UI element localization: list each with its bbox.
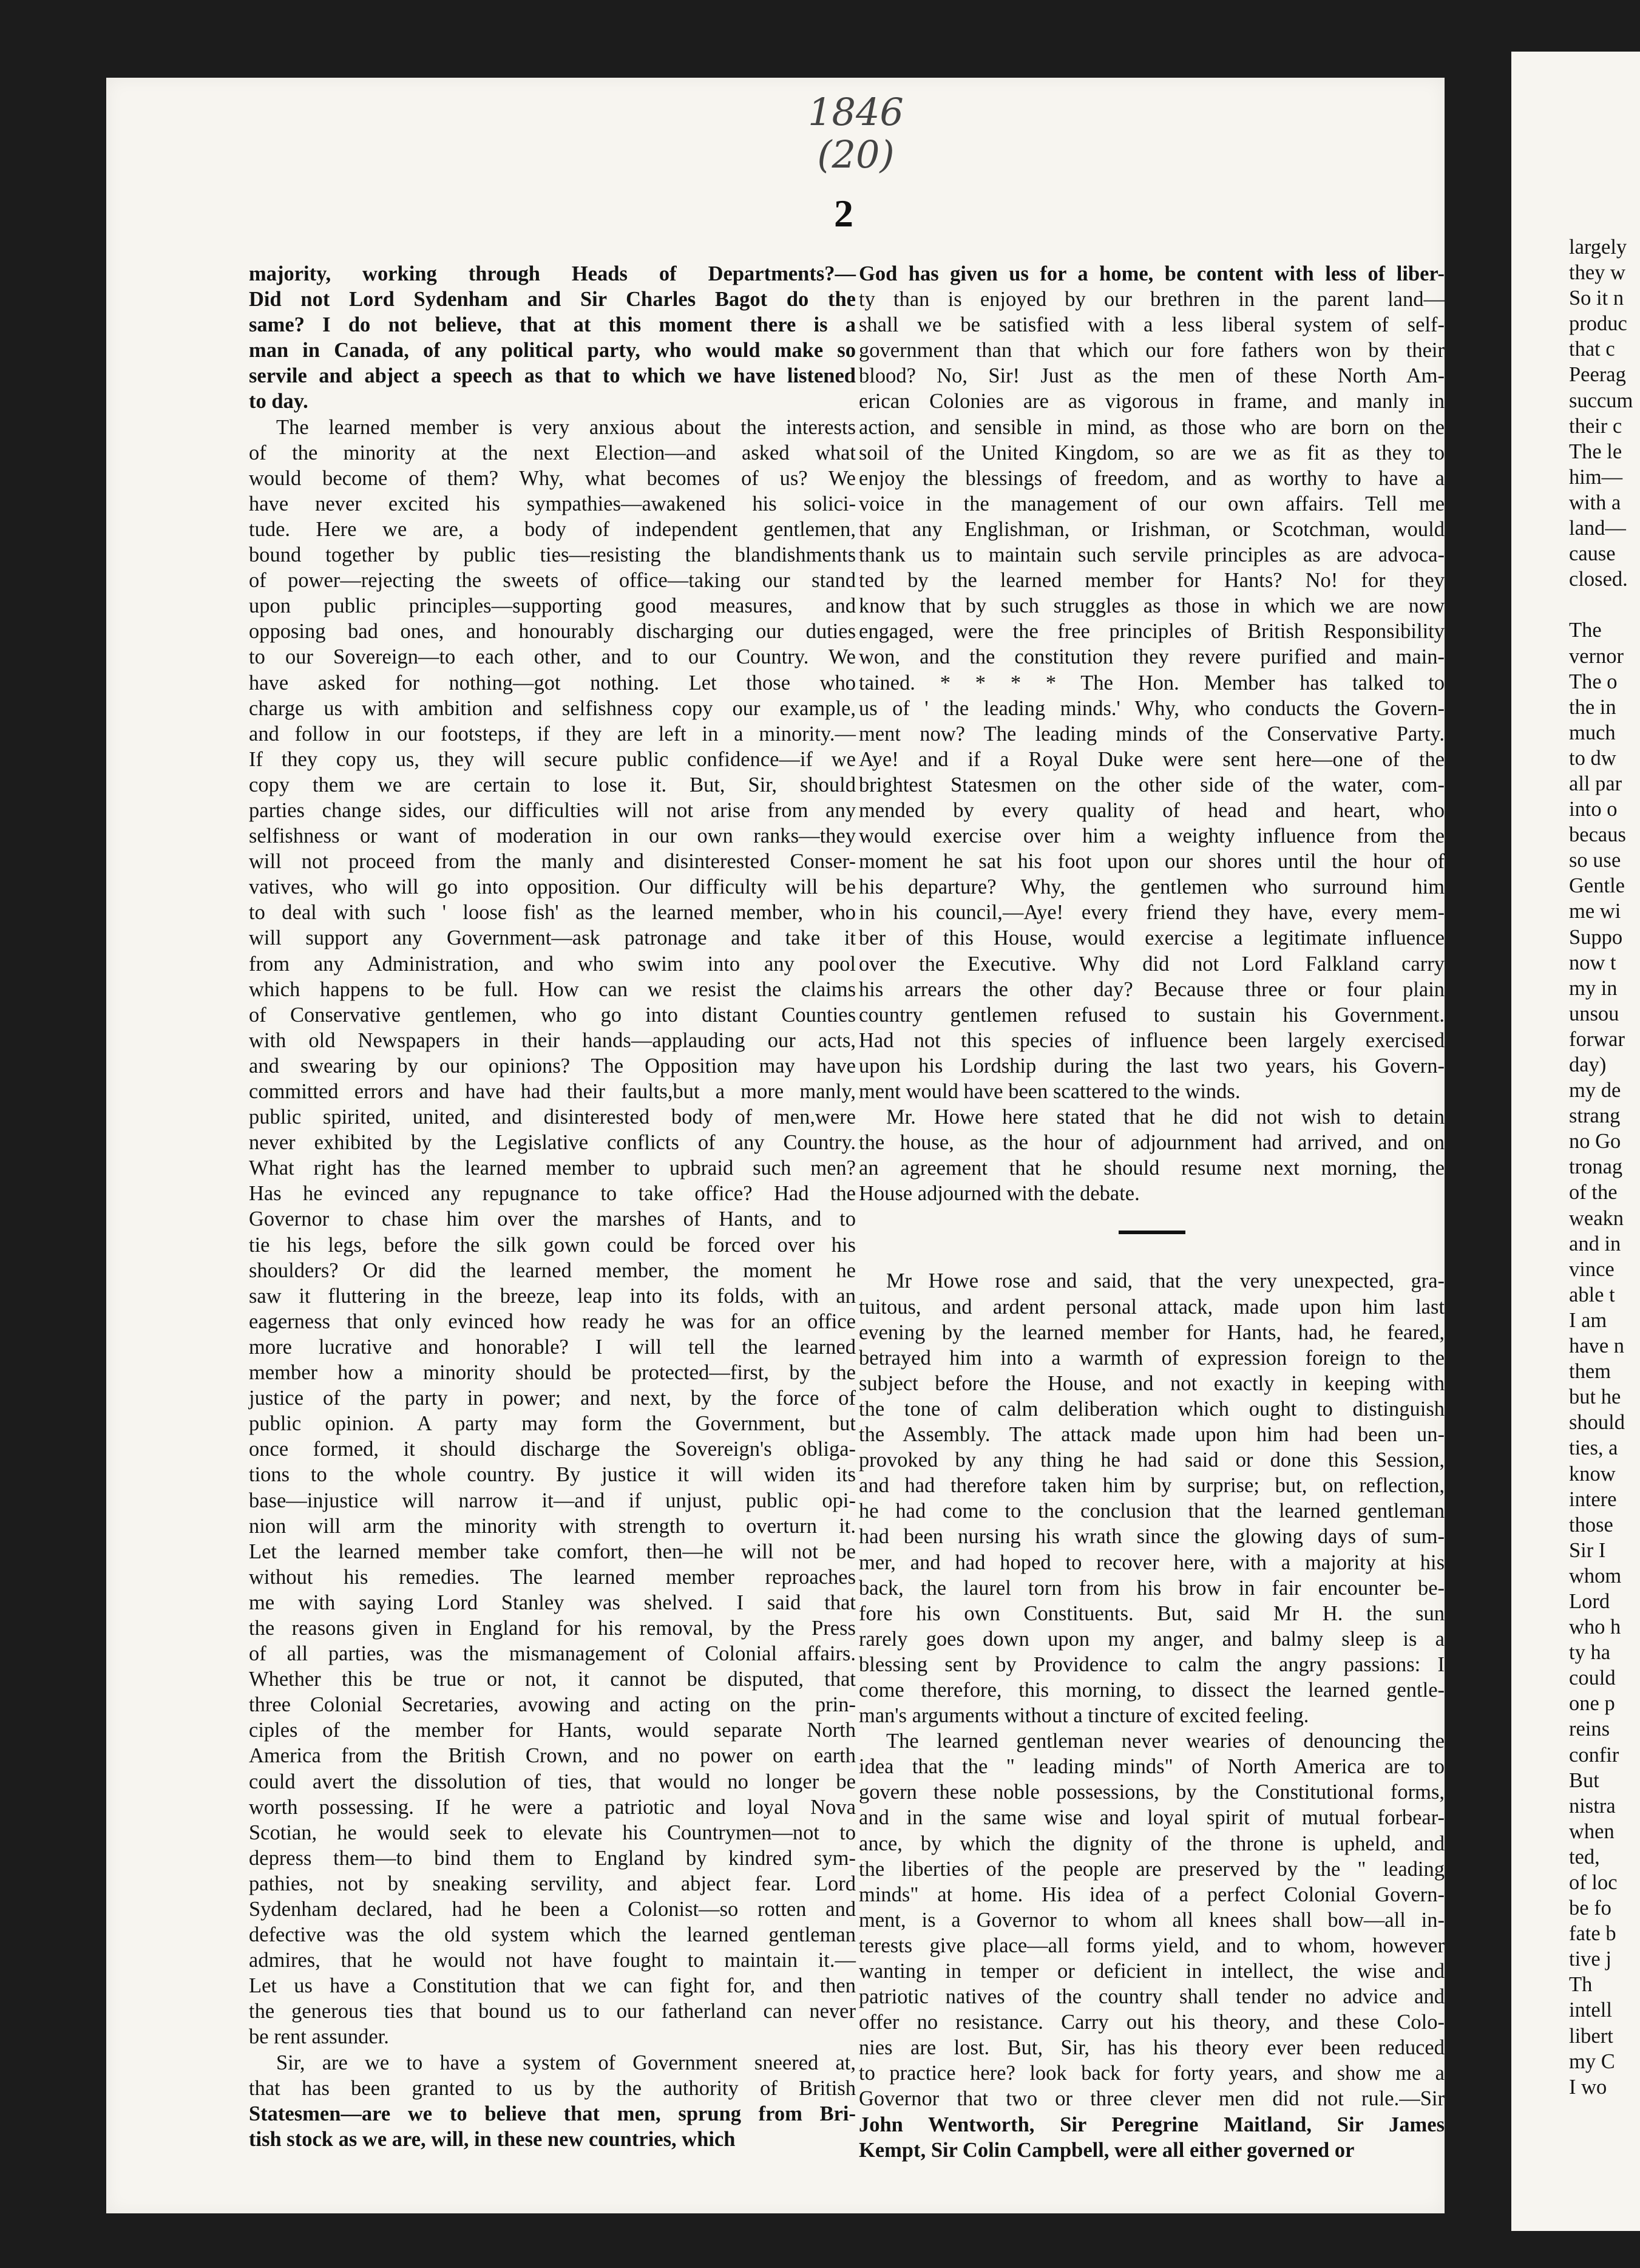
fragment-line: much xyxy=(1569,721,1616,744)
text-line: Sydenham declared, had he been a Colonist—so rotten and xyxy=(249,1898,856,1921)
fragment-line: vernor xyxy=(1569,644,1624,668)
fragment-line: largely xyxy=(1569,236,1627,259)
fragment-line: they w xyxy=(1569,261,1625,285)
text-line: man in Canada, of any political party, who would make so xyxy=(249,339,856,362)
text-line: would exercise over him a weighty influence from the xyxy=(859,824,1445,848)
fragment-line: could xyxy=(1569,1666,1616,1690)
text-line: have asked for nothing—got nothing. Let those who xyxy=(249,671,856,694)
text-line: me with saying Lord Stanley was shelved. I said that xyxy=(249,1591,856,1614)
fragment-line: tronag xyxy=(1569,1155,1623,1179)
text-line: America from the British Crown, and no power on earth xyxy=(249,1744,856,1768)
fragment-line: closed. xyxy=(1569,568,1628,591)
fragment-line: him— xyxy=(1569,465,1623,489)
text-line: engaged, were the free principles of British Responsibility xyxy=(859,620,1445,643)
text-line: could avert the dissolution of ties, that would no longer be xyxy=(249,1770,856,1793)
text-line: ciples of the member for Hants, would separate North xyxy=(249,1719,856,1742)
text-line: the Assembly. The attack made upon him had been un- xyxy=(859,1423,1445,1447)
text-line: public opinion. A party may form the Government, but xyxy=(249,1412,856,1436)
text-line: majority, working through Heads of Departments?— xyxy=(249,262,856,285)
text-line: govern these noble possessions, by the Constitutional forms, xyxy=(859,1781,1445,1804)
fragment-line: libert xyxy=(1569,2024,1613,2048)
text-line: be rent assunder. xyxy=(249,2025,389,2049)
handwritten-number: (20) xyxy=(817,132,895,177)
fragment-line: produc xyxy=(1569,312,1627,336)
text-line: The learned member is very anxious about the interests xyxy=(276,415,856,439)
text-line: the tone of calm deliberation which ought to distinguish xyxy=(859,1397,1445,1421)
handwritten-annotation xyxy=(783,91,929,176)
text-line: once formed, it should discharge the Sovereign's obliga- xyxy=(249,1438,856,1461)
text-line: minds" at home. His idea of a perfect Colonial Govern- xyxy=(859,1883,1445,1906)
fragment-line: who h xyxy=(1569,1615,1621,1639)
fragment-line: strang xyxy=(1569,1104,1621,1128)
fragment-line: that c xyxy=(1569,338,1615,361)
fragment-line: of loc xyxy=(1569,1871,1618,1894)
text-line: justice of the party in power; and next, by the force of xyxy=(249,1387,856,1410)
fragment-line: to dw xyxy=(1569,746,1616,770)
text-line: Scotian, he would seek to elevate his Countrymen—not to xyxy=(249,1821,856,1844)
text-line: tish stock as we are, will, in these new countries, which xyxy=(249,2127,736,2151)
fragment-line: my in xyxy=(1569,976,1618,1000)
fragment-line: forwar xyxy=(1569,1027,1625,1051)
text-line: vatives, who will go into opposition. Our difficulty will be xyxy=(249,875,856,899)
text-line: defective was the old system which the learned gentleman xyxy=(249,1923,856,1947)
text-line: three Colonial Secretaries, avowing and acting on the prin- xyxy=(249,1693,856,1717)
text-line: Kempt, Sir Colin Campbell, were all either governed or xyxy=(859,2138,1355,2162)
left-column-paragraph xyxy=(249,2050,856,2152)
text-line: upon public principles—supporting good measures, and xyxy=(249,594,856,618)
fragment-line: The le xyxy=(1569,440,1622,463)
text-line: and follow in our footsteps, if they are left in a minority.— xyxy=(249,722,856,745)
fragment-line: be fo xyxy=(1569,1896,1611,1920)
section-divider-rule xyxy=(1119,1231,1185,1234)
middle-column-paragraph xyxy=(859,1268,1445,1728)
text-line: voice in the management of our own affairs. Tell me xyxy=(859,492,1445,515)
fragment-line: weakn xyxy=(1569,1206,1624,1230)
fragment-line: The xyxy=(1569,619,1602,642)
text-line: servile and abject a speech as that to which we have listened xyxy=(249,364,856,388)
text-line: mer, and had hoped to recover here, with a majority at his xyxy=(859,1550,1445,1574)
text-line: an agreement that he should resume next morning, the xyxy=(859,1156,1445,1180)
fragment-line: Gentle xyxy=(1569,874,1625,898)
text-line: Whether this be true or not, it cannot be disputed, that xyxy=(249,1668,856,1691)
fragment-line: intere xyxy=(1569,1487,1617,1511)
fragment-line: know xyxy=(1569,1462,1616,1485)
text-line: man's arguments without a tincture of excited feeling. xyxy=(859,1704,1309,1728)
text-line: that any Englishman, or Irishman, or Scotchman, would xyxy=(859,517,1445,541)
fragment-line: the in xyxy=(1569,695,1616,719)
text-line: country gentlemen refused to sustain his Government. xyxy=(859,1003,1445,1027)
text-line: John Wentworth, Sir Peregrine Maitland, Sir James xyxy=(859,2113,1445,2136)
text-line: ted by the learned member for Hants? No! for they xyxy=(859,569,1445,592)
text-line: Mr Howe rose and said, that the very unexpected, gra- xyxy=(886,1269,1445,1293)
fragment-line: them xyxy=(1569,1360,1611,1384)
text-line: same? I do not believe, that at this moment there is a xyxy=(249,313,856,337)
text-line: soil of the United Kingdom, so are we as fit as they to xyxy=(859,441,1445,464)
text-line: admires, that he would not have fought to maintain it.— xyxy=(249,1949,856,1972)
text-line: rarely goes down upon my anger, and balmy sleep is a xyxy=(859,1627,1445,1651)
fragment-line: so use xyxy=(1569,849,1621,872)
text-line: terests give place—all forms yield, and to whom, however xyxy=(859,1934,1445,1957)
text-line: opposing bad ones, and honourably discharging our duties xyxy=(249,620,856,643)
text-line: will not proceed from the manly and disinterested Conser- xyxy=(249,850,856,874)
text-line: eagerness that only evinced how ready he was for an office xyxy=(249,1309,856,1333)
text-line: never exhibited by the Legislative conflicts of any Country. xyxy=(249,1131,856,1155)
text-line: tions to the whole country. By justice it will widen its xyxy=(249,1463,856,1487)
text-line: more lucrative and honorable? I will tell the learned xyxy=(249,1335,856,1359)
text-line: public spirited, united, and disinterested body of men,were xyxy=(249,1105,856,1129)
fragment-line: reins xyxy=(1569,1717,1610,1741)
fragment-line: So it n xyxy=(1569,287,1624,310)
page-number: 2 xyxy=(834,192,853,235)
fragment-line: Peerag xyxy=(1569,363,1626,387)
fragment-line: But xyxy=(1569,1768,1599,1792)
fragment-line: ty ha xyxy=(1569,1641,1611,1665)
handwritten-year: 1846 xyxy=(808,90,904,134)
text-line: erican Colonies are as vigorous in frame, and manly in xyxy=(859,390,1445,413)
text-line: fore his own Constituents. But, said Mr H. the sun xyxy=(859,1601,1445,1625)
fragment-line xyxy=(1569,592,1640,617)
text-line: Aye! and if a Royal Duke were sent here—one of the xyxy=(859,747,1445,771)
text-line: of power—rejecting the sweets of office—taking our stand xyxy=(249,569,856,592)
text-line: the liberties of the people are preserved by the " leading xyxy=(859,1857,1445,1881)
text-line: the reasons given in England for his removal, by the Press xyxy=(249,1616,856,1640)
text-line: What right has the learned member to upbraid such men? xyxy=(249,1156,856,1180)
text-line: patriotic natives of the country shall tender no advice and xyxy=(859,1985,1445,2009)
text-line: blessing sent by Providence to calm the angry passions: I xyxy=(859,1652,1445,1676)
text-line: wanting in temper or deficient in intellect, the wise and xyxy=(859,1960,1445,1983)
text-line: which happens to be full. How can we resist the claims xyxy=(249,977,856,1001)
fragment-line: Suppo xyxy=(1569,925,1623,949)
text-line: brightest Statesmen on the other side of the water, com- xyxy=(859,773,1445,796)
text-line: back, the laurel torn from his brow in fair encounter be- xyxy=(859,1576,1445,1600)
text-line: to our Sovereign—to each other, and to our Country. We xyxy=(249,645,856,669)
text-line: committed errors and have had their faults,but a more manly, xyxy=(249,1080,856,1103)
text-line: from any Administration, and who swim into any pool xyxy=(249,952,856,976)
text-line: worth possessing. If he were a patriotic and loyal Nova xyxy=(249,1795,856,1819)
left-column-paragraph xyxy=(249,261,856,415)
text-line: charge us with ambition and selfishness copy our example, xyxy=(249,696,856,720)
fragment-line: with a xyxy=(1569,491,1621,514)
middle-column-paragraph xyxy=(859,1104,1445,1206)
text-line: to practice here? look back for forty years, and show me a xyxy=(859,2062,1445,2085)
text-line: tuitous, and ardent personal attack, made upon him last xyxy=(859,1295,1445,1319)
text-line: the house, as the hour of adjournment had arrived, and on xyxy=(859,1131,1445,1155)
text-line: bound together by public ties—resisting the blandishments xyxy=(249,543,856,567)
fragment-line: their c xyxy=(1569,414,1622,438)
text-line: tude. Here we are, a body of independent gentlemen, xyxy=(249,517,856,541)
text-line: subject before the House, and not exactly in keeping with xyxy=(859,1371,1445,1395)
right-page-text-fragment xyxy=(1569,234,1640,2100)
text-line: selfishness or want of moderation in our own ranks—they xyxy=(249,824,856,848)
text-line: Had not this species of influence been largely exercised xyxy=(859,1028,1445,1052)
fragment-line: Th xyxy=(1569,1973,1593,1997)
text-line: Mr. Howe here stated that he did not wish to detain xyxy=(886,1105,1445,1129)
fragment-line: tive j xyxy=(1569,1947,1611,1971)
fragment-line: ties, a xyxy=(1569,1436,1618,1460)
fragment-line: should xyxy=(1569,1411,1625,1434)
text-line: action, and sensible in mind, as those who are born on the xyxy=(859,415,1445,439)
fragment-line: of the xyxy=(1569,1181,1618,1204)
text-line: over the Executive. Why did not Lord Falkland carry xyxy=(859,952,1445,976)
left-text-column xyxy=(249,261,856,2152)
text-line: of all parties, was the mismanagement of Colonial affairs. xyxy=(249,1642,856,1666)
text-line: government than that which our fore fathers won by their xyxy=(859,339,1445,362)
fragment-line: but he xyxy=(1569,1385,1621,1409)
fragment-line: becaus xyxy=(1569,823,1626,847)
text-line: have never excited his sympathies—awakened his solici- xyxy=(249,492,856,515)
text-line: enjoy the blessings of freedom, and as worthy to have a xyxy=(859,466,1445,490)
text-line: betrayed him into a warmth of expression foreign to the xyxy=(859,1346,1445,1370)
text-line: of the minority at the next Election—and asked what xyxy=(249,441,856,464)
text-line: his departure? Why, the gentlemen who surround him xyxy=(859,875,1445,899)
text-line: that has been granted to us by the authority of British xyxy=(249,2076,856,2100)
text-line: tained. * * * * The Hon. Member has talked to xyxy=(859,671,1445,694)
text-line: House adjourned with the debate. xyxy=(859,1182,1140,1206)
fragment-line: fate b xyxy=(1569,1922,1616,1946)
text-line: pathies, not by sneaking servility, and abject fear. Lord xyxy=(249,1872,856,1895)
text-line: The learned gentleman never wearies of denouncing the xyxy=(886,1730,1445,1753)
text-line: evening by the learned member for Hants, had, he feared, xyxy=(859,1320,1445,1344)
text-line: member how a minority should be protected—first, by the xyxy=(249,1361,856,1385)
middle-column-paragraph xyxy=(859,1728,1445,2163)
text-line: Sir, are we to have a system of Government sneered at, xyxy=(276,2051,856,2074)
fragment-line: land— xyxy=(1569,517,1626,540)
text-line: Statesmen—are we to believe that men, sprung from Bri- xyxy=(249,2102,856,2125)
text-line: Let us have a Constitution that we can fight for, and then xyxy=(249,1974,856,1998)
text-line: the generous ties that bound us to our fatherland can never xyxy=(249,2000,856,2023)
text-line: ment now? The leading minds of the Conservative Party. xyxy=(859,722,1445,745)
text-line: saw it fluttering in the breeze, leap into its folds, with an xyxy=(249,1284,856,1308)
fragment-line: Lord xyxy=(1569,1589,1610,1613)
fragment-line: day) xyxy=(1569,1053,1607,1076)
middle-column-paragraph xyxy=(859,261,1445,1104)
fragment-line: Sir I xyxy=(1569,1538,1606,1562)
text-line: If they copy us, they will secure public confidence—if we xyxy=(249,747,856,771)
fragment-line: all par xyxy=(1569,772,1622,795)
fragment-line: able t xyxy=(1569,1283,1615,1306)
fragment-line: when xyxy=(1569,1819,1615,1843)
fragment-line: nistra xyxy=(1569,1794,1616,1818)
text-line: moment he sat his foot upon our shores until the hour of xyxy=(859,850,1445,874)
text-line: God has given us for a home, be content with less of liber- xyxy=(859,262,1445,285)
fragment-line: cause xyxy=(1569,542,1616,566)
text-line: come therefore, this morning, to dissect the learned gentle- xyxy=(859,1678,1445,1702)
text-line: would become of them? Why, what becomes of us? We xyxy=(249,466,856,490)
fragment-line: now t xyxy=(1569,951,1616,974)
text-line: of Conservative gentlemen, who go into distant Counties xyxy=(249,1003,856,1027)
fragment-line: my C xyxy=(1569,2049,1615,2073)
text-line: tie his legs, before the silk gown could be forced over his xyxy=(249,1233,856,1257)
fragment-line: intell xyxy=(1569,1998,1612,2022)
text-line: nion will arm the minority with strength to overturn it. xyxy=(249,1514,856,1538)
fragment-line: I am xyxy=(1569,1308,1607,1332)
fragment-line: The o xyxy=(1569,670,1618,693)
text-line: ty than is enjoyed by our brethren in the parent land— xyxy=(859,288,1445,311)
text-line: won, and the constitution they revere purified and main- xyxy=(859,645,1445,669)
text-line: parties change sides, our difficulties will not arise from any xyxy=(249,798,856,822)
fragment-line: confir xyxy=(1569,1743,1619,1767)
text-line: and swearing by our opinions? The Opposition may have xyxy=(249,1054,856,1078)
fragment-line: have n xyxy=(1569,1334,1625,1358)
text-line: base—injustice will narrow it—and if unjust, public opi- xyxy=(249,1489,856,1512)
text-line: shall we be satisfied with a less liberal system of self- xyxy=(859,313,1445,337)
text-line: thank us to maintain such servile principles as are advoca- xyxy=(859,543,1445,567)
text-line: ance, by which the dignity of the throne is upheld, and xyxy=(859,1832,1445,1855)
text-line: Has he evinced any repugnance to take office? Had the xyxy=(249,1182,856,1206)
text-line: nies are lost. But, Sir, has his theory ever been reduced xyxy=(859,2036,1445,2060)
fragment-line: one p xyxy=(1569,1692,1615,1716)
text-line: to day. xyxy=(249,390,308,413)
text-line: shoulders? Or did the learned member, the moment he xyxy=(249,1258,856,1282)
text-line: idea that the " leading minds" of North America are to xyxy=(859,1755,1445,1779)
text-line: ment, is a Governor to whom all knees shall bow—all in- xyxy=(859,1908,1445,1932)
text-line: depress them—to bind them to England by kindred sym- xyxy=(249,1846,856,1870)
fragment-line: succum xyxy=(1569,389,1633,412)
fragment-line: vince xyxy=(1569,1257,1615,1281)
fragment-line: my de xyxy=(1569,1079,1621,1102)
fragment-line: no Go xyxy=(1569,1130,1621,1153)
text-line: provoked by any thing he had said or done this Session, xyxy=(859,1448,1445,1472)
text-line: offer no resistance. Carry out his theory, and these Colo- xyxy=(859,2011,1445,2034)
text-line: Let the learned member take comfort, then—he will not be xyxy=(249,1540,856,1563)
fragment-line: ted, xyxy=(1569,1845,1600,1869)
text-line: to deal with such ' loose fish' as the learned member, who xyxy=(249,901,856,925)
text-line: us of ' the leading minds.' Why, who conducts the Govern- xyxy=(859,696,1445,720)
fragment-line: those xyxy=(1569,1513,1613,1536)
text-line: Governor to chase him over the marshes of Hants, and to xyxy=(249,1207,856,1231)
text-line: blood? No, Sir! Just as the men of these North Am- xyxy=(859,364,1445,388)
middle-text-column xyxy=(859,261,1445,2163)
text-line: and had therefore taken him by surprise; but, on reflection, xyxy=(859,1474,1445,1498)
text-line: Governor that two or three clever men did not rule.—Sir xyxy=(859,2087,1445,2111)
fragment-line: unsou xyxy=(1569,1002,1619,1025)
text-line: Did not Lord Sydenham and Sir Charles Bagot do the xyxy=(249,288,856,311)
fragment-line: into o xyxy=(1569,798,1618,821)
text-line: upon his Lordship during the last two years, his Govern- xyxy=(859,1054,1445,1078)
fragment-line: whom xyxy=(1569,1564,1622,1587)
text-line: mended by every quality of head and heart, who xyxy=(859,798,1445,822)
fragment-line: me wi xyxy=(1569,900,1621,923)
fragment-line: and in xyxy=(1569,1232,1621,1255)
text-line: will support any Government—ask patronage and take it xyxy=(249,926,856,950)
text-line: had been nursing his wrath since the glowing days of sum- xyxy=(859,1525,1445,1549)
text-line: without his remedies. The learned member reproaches xyxy=(249,1565,856,1589)
text-line: in his council,—Aye! every friend they have, every mem- xyxy=(859,901,1445,925)
text-line: and in the same wise and loyal spirit of mutual forbear- xyxy=(859,1806,1445,1830)
text-line: copy them we are certain to lose it. But, Sir, should xyxy=(249,773,856,796)
fragment-line: I wo xyxy=(1569,2075,1607,2099)
text-line: he had come to the conclusion that the learned gentleman xyxy=(859,1499,1445,1523)
text-line: with old Newspapers in their hands—applauding our acts, xyxy=(249,1028,856,1052)
text-line: ber of this House, would exercise a legitimate influence xyxy=(859,926,1445,950)
text-line: know that by such struggles as those in which we are now xyxy=(859,594,1445,618)
text-line: ment would have been scattered to the winds. xyxy=(859,1080,1241,1103)
text-line: his arrears the other day? Because three or four plain xyxy=(859,977,1445,1001)
left-column-paragraph xyxy=(249,415,856,2050)
